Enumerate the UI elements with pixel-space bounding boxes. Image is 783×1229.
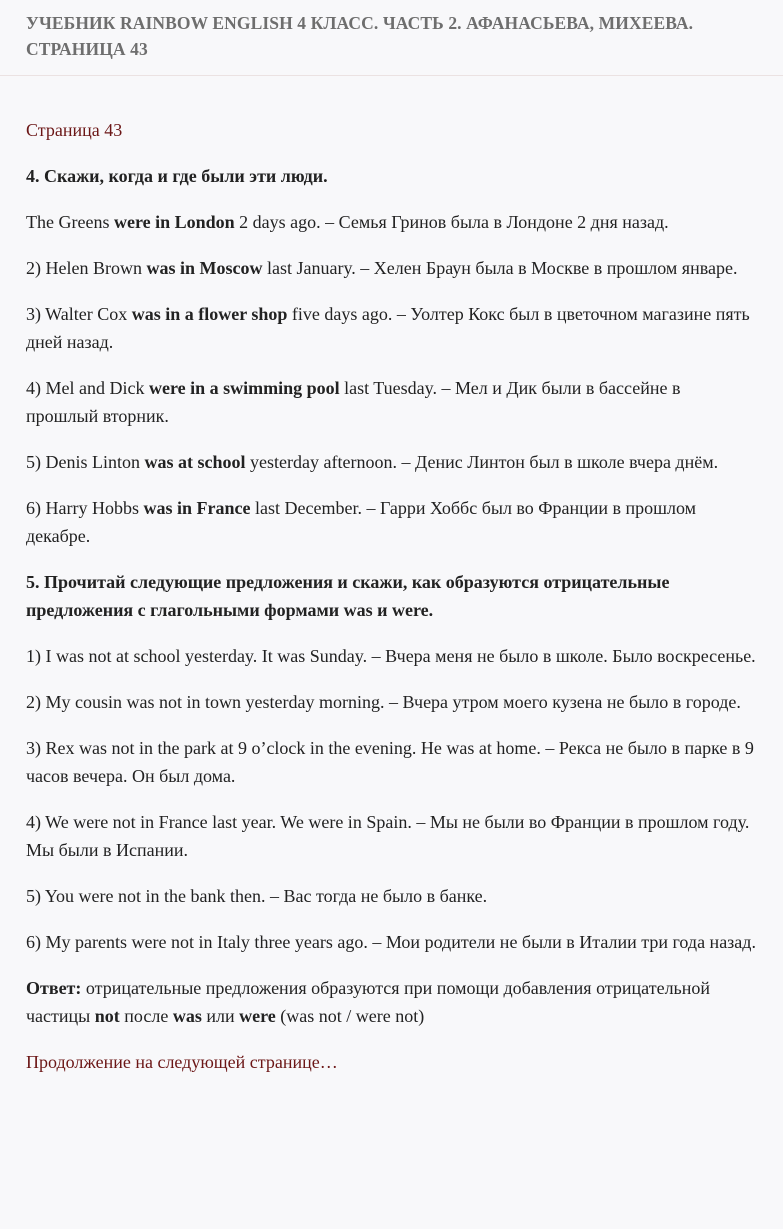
task-4-item: 5) Denis Linton was at school yesterday afternoon. – Денис Линтон был в школе вчера днём. [26, 452, 719, 472]
page-header [0, 0, 783, 76]
answer-label: Ответ: [26, 978, 82, 998]
task-4-item: 6) Harry Hobbs was in France last December. – Гарри Хоббс был во Франции в прошлом декабре. [26, 498, 697, 546]
task-5-item: 4) We were not in France last year. We were in Spain. – Мы не были во Франции в прошлом году. Мы были в Испании. [26, 812, 750, 860]
task-5-item: 2) My cousin was not in town yesterday morning. – Вчера утром моего кузена не было в городе. [26, 692, 741, 712]
task-5-heading: 5. Прочитай следующие предложения и скажи, как образуются отрицательные предложения с глагольными формами was и were. [26, 572, 670, 620]
task-4-item: 4) Mel and Dick were in a swimming pool last Tuesday. – Мел и Дик были в бассейне в прошлый вторник. [26, 378, 681, 426]
next-page-link[interactable]: Продолжение на следующей странице… [26, 1052, 338, 1072]
page-number-link[interactable]: Страница 43 [26, 120, 123, 140]
task-4-item: The Greens were in London 2 days ago. – Семья Гринов была в Лондоне 2 дня назад. [26, 212, 669, 232]
article-content [0, 76, 783, 1076]
task-5-item: 6) My parents were not in Italy three years ago. – Мои родители не были в Италии три года назад. [26, 932, 756, 952]
task-4-item: 3) Walter Cox was in a flower shop five days ago. – Уолтер Кокс был в цветочном магазине пять дней назад. [26, 304, 750, 352]
task-4-item: 2) Helen Brown was in Moscow last January. – Хелен Браун была в Москве в прошлом январе. [26, 258, 738, 278]
answer-paragraph: Ответ: отрицательные предложения образуются при помощи добавления отрицательной частицы not после was или were (was not / were not) [26, 978, 711, 1026]
page-title: УЧЕБНИК RAINBOW ENGLISH 4 КЛАСС. ЧАСТЬ 2. АФАНАСЬЕВА, МИХЕЕВА. СТРАНИЦА 43 [26, 13, 694, 59]
task-4-heading: 4. Скажи, когда и где были эти люди. [26, 166, 328, 186]
task-5-item: 1) I was not at school yesterday. It was Sunday. – Вчера меня не было в школе. Было воскресенье. [26, 646, 756, 666]
task-5-item: 5) You were not in the bank then. – Вас тогда не было в банке. [26, 886, 488, 906]
task-5-item: 3) Rex was not in the park at 9 o’clock in the evening. He was at home. – Рекса не было в парке в 9 часов вечера. Он был дома. [26, 738, 754, 786]
